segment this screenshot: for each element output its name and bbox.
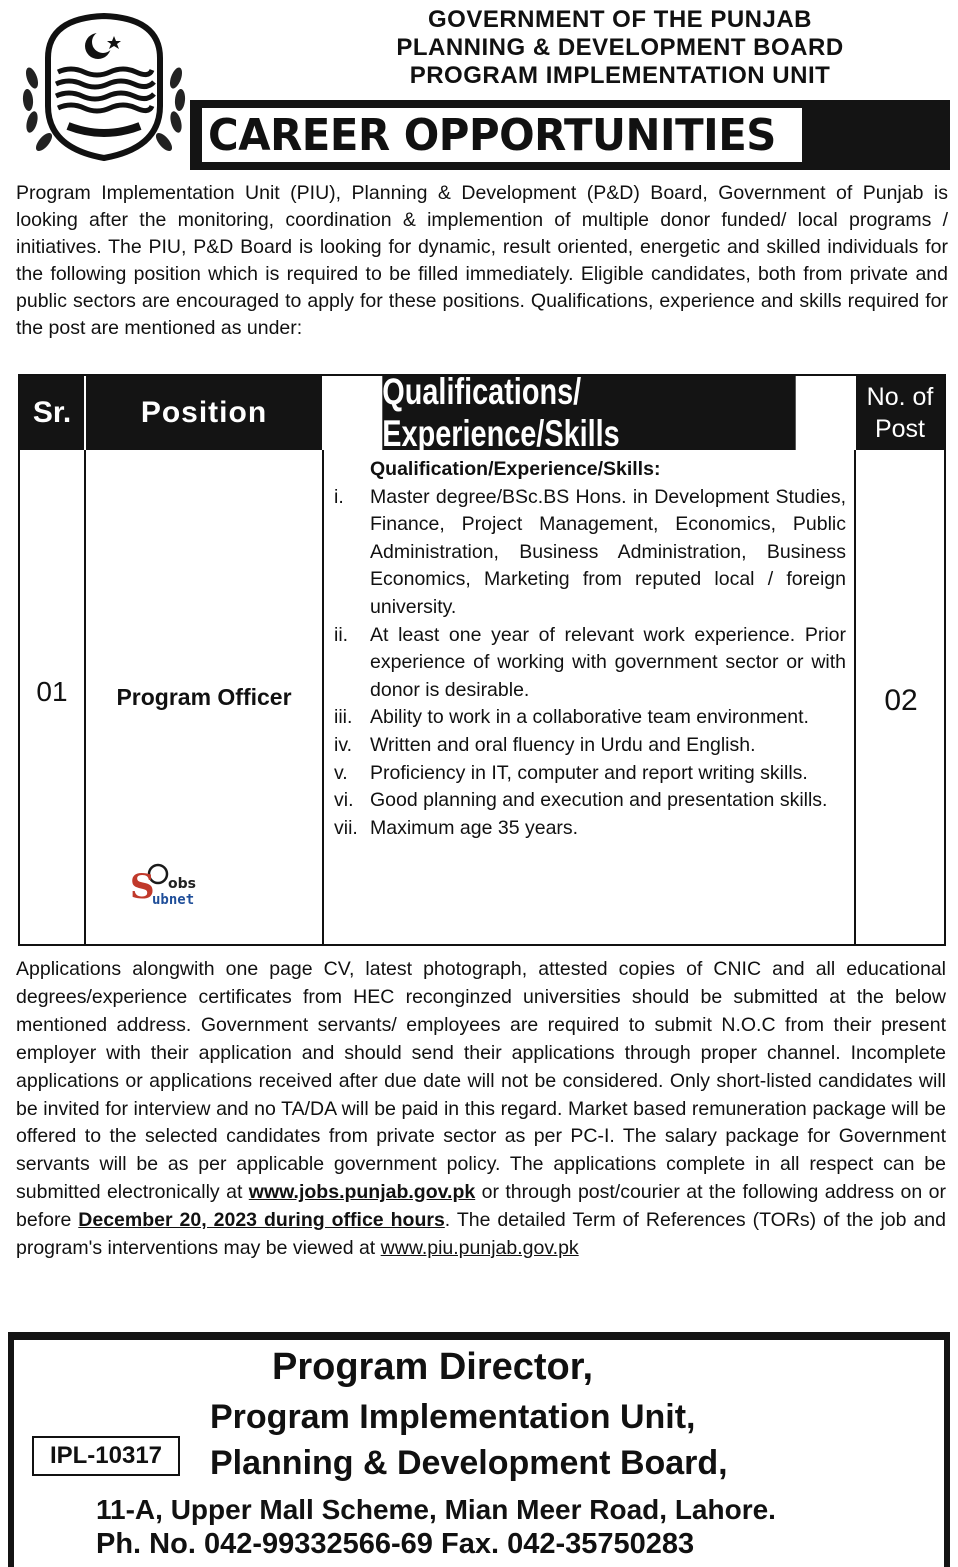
qualification-item (334, 815, 846, 843)
item-text: Master degree/BSc.BS Hons. in Development Studies, Finance, Project Management, Economics, Public Administration, Business Administration, Business Economics, Marketing from reputed local / foreign university. (370, 485, 846, 618)
row-sr: 01 (36, 676, 68, 707)
heading-line-unit: PROGRAM IMPLEMENTATION UNIT (409, 62, 831, 89)
qualification-item (334, 484, 846, 622)
qualifications-list (334, 456, 846, 842)
item-text: Maximum age 35 years. (370, 816, 579, 839)
jobs-subnet-watermark (124, 862, 234, 914)
item-text: Ability to work in a collaborative team environment. (370, 706, 809, 729)
heading-line-board: PLANNING & DEVELOPMENT BOARD (396, 34, 844, 61)
footer-director: Program Director, (272, 1346, 593, 1388)
watermark-line2: ubnet (152, 892, 195, 908)
footer-address: 11-A, Upper Mall Scheme, Mian Meer Road, Lahore. (96, 1494, 776, 1525)
qualification-item (334, 760, 846, 788)
application-instructions (16, 956, 946, 1263)
positions-table (18, 371, 946, 946)
heading-line-government: GOVERNMENT OF THE PUNJAB (427, 6, 813, 33)
deadline-text: December 20, 2023 during office hours (78, 1209, 445, 1232)
jobs-portal-link[interactable]: www.jobs.punjab.gov.pk (248, 1181, 476, 1204)
item-number: vi. (334, 789, 354, 812)
row-posts: 02 (884, 684, 918, 717)
header-qualifications-text: Qualifications/ Experience/Skills (382, 371, 620, 454)
apply-text-part1: Applications alongwith one page CV, latest photograph, attested copies of CNIC and all educational degrees/experience certificates from HEC reconginzed universities should be submitted at the below mentioned address. Government servants/ employees are required to submit N.O.C from their present employer with their application and should send their applications through proper channel. Incomplete applications or applications received after due date will not be considered. Only short-listed candidates will be invited for interview and no TA/DA will be paid in this regard. Market based remuneration package will be offered to the selected candidates from private sector as per PC-I. The salary package for Government servants will be as per applicable government policy. The applications complete in all respect can be submitted electronically at (16, 958, 946, 1204)
career-opportunities-banner (190, 100, 950, 170)
header-no-of-post (856, 376, 944, 450)
header-position: Position (86, 376, 322, 450)
header-no-of-post-line2: Post (874, 415, 925, 443)
item-number: iv. (334, 733, 353, 756)
column-divider (322, 450, 324, 944)
item-number: iii. (334, 706, 353, 729)
item-number: vii. (334, 816, 358, 839)
qualification-item (334, 704, 846, 732)
qualification-item (334, 622, 846, 705)
apply-text-part3: . The detailed Term of References (TORs) of the job and program's interventions may be viewed at (16, 1209, 946, 1260)
item-number: v. (334, 761, 348, 784)
item-number: i. (334, 485, 344, 508)
ipl-reference-badge: IPL-10317 (32, 1436, 180, 1476)
item-number: ii. (334, 623, 349, 646)
footer-board: Planning & Development Board, (210, 1444, 728, 1482)
header-qualifications (382, 371, 795, 454)
government-heading (330, 6, 910, 90)
qualifications-heading: Qualification/Experience/Skills: (370, 458, 661, 480)
piu-website-link[interactable]: www.piu.punjab.gov.pk (380, 1237, 579, 1260)
item-text: Written and oral fluency in Urdu and English. (370, 733, 756, 756)
apply-text-part2: or through post/courier at the following address on or before (16, 1181, 946, 1232)
page-title: CAREER OPPORTUNITIES (208, 110, 776, 161)
item-text: Proficiency in IT, computer and report writing skills. (370, 761, 808, 784)
contact-footer (8, 1332, 950, 1567)
footer-unit: Program Implementation Unit, (210, 1398, 696, 1436)
watermark-letter: S (130, 867, 155, 907)
intro-paragraph: Program Implementation Unit (PIU), Planning & Development (P&D) Board, Government of Punjab is looking after the monitoring, coordination & implemention of multiple donor funded/ local programs / initiatives. The PIU, P&D Board is looking for dynamic, result oriented, energetic and skilled individuals for the following position which is required to be filled immediately. Eligible candidates, both from private and public sectors are encouraged to apply for these positions. Qualifications, experience and skills required for the post are mentioned as under: (16, 182, 948, 339)
qualification-item (334, 787, 846, 815)
footer-plate (14, 1340, 944, 1567)
punjab-emblem-logo (18, 8, 190, 168)
row-position: Program Officer (116, 684, 292, 710)
footer-phone-fax: Ph. No. 042-99332566-69 Fax. 042-35750283 (96, 1528, 695, 1560)
item-text: Good planning and execution and presentation skills. (370, 789, 828, 812)
qualification-item (334, 732, 846, 760)
item-text: At least one year of relevant work experience. Prior experience of working with government sector or with donor is desirable. (370, 623, 846, 701)
header-sr: Sr. (20, 376, 84, 450)
watermark-line1: obs (168, 876, 196, 892)
header-no-of-post-line1: No. of (866, 383, 934, 411)
